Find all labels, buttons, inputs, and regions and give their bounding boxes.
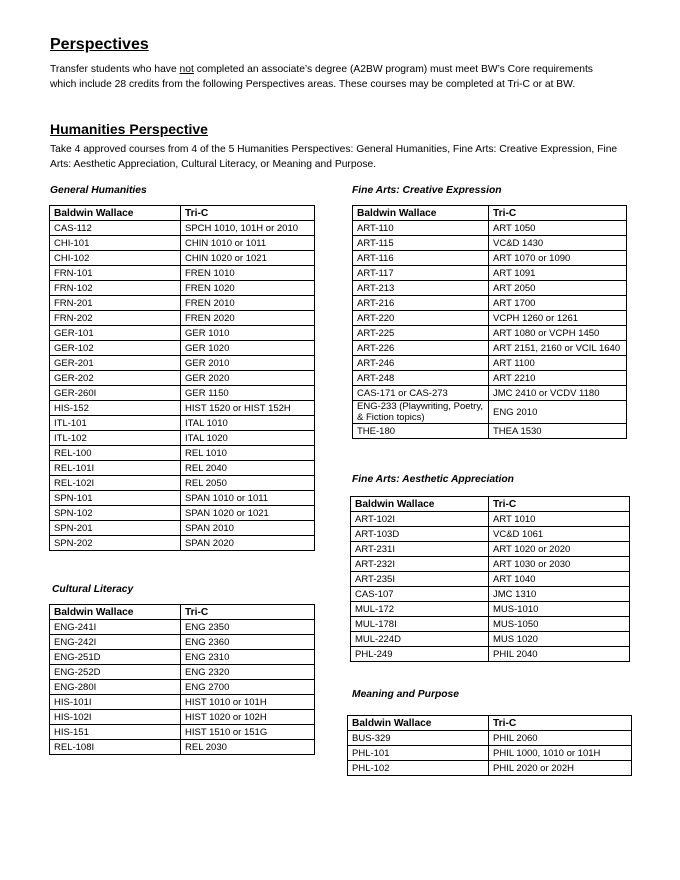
table-row bbox=[50, 635, 315, 650]
bw-course-cell: ENG-251D bbox=[50, 650, 181, 665]
bw-course-cell: MUL-172 bbox=[351, 602, 489, 617]
table-row bbox=[348, 761, 632, 776]
tric-course-cell: VCPH 1260 or 1261 bbox=[489, 311, 627, 326]
table-row bbox=[50, 461, 315, 476]
table-row bbox=[353, 266, 627, 281]
bw-course-cell: CAS-107 bbox=[351, 587, 489, 602]
table-row bbox=[50, 371, 315, 386]
tric-course-cell: ART 2210 bbox=[489, 371, 627, 386]
tric-course-cell: REL 2040 bbox=[181, 461, 315, 476]
bw-course-cell: MUL-178I bbox=[351, 617, 489, 632]
bw-course-cell: GER-101 bbox=[50, 326, 181, 341]
tric-course-cell: SPAN 1010 or 1011 bbox=[181, 491, 315, 506]
bw-course-cell: SPN-101 bbox=[50, 491, 181, 506]
tric-course-cell: CHIN 1020 or 1021 bbox=[181, 251, 315, 266]
intro-emphasis: not bbox=[179, 64, 194, 75]
bw-course-cell: ART-116 bbox=[353, 251, 489, 266]
tric-course-cell: ENG 2700 bbox=[181, 680, 315, 695]
bw-course-cell: ENG-233 (Playwriting, Poetry, & Fiction topics) bbox=[353, 401, 489, 424]
tric-course-cell: CHIN 1010 or 1011 bbox=[181, 236, 315, 251]
table-row bbox=[50, 695, 315, 710]
aesthetic-appreciation-title: Fine Arts: Aesthetic Appreciation bbox=[352, 474, 514, 485]
table-row bbox=[50, 386, 315, 401]
tric-course-cell: PHIL 1000, 1010 or 101H bbox=[489, 746, 632, 761]
tric-course-cell: SPCH 1010, 101H or 2010 bbox=[181, 221, 315, 236]
bw-course-cell: ART-220 bbox=[353, 311, 489, 326]
tric-course-cell: GER 2010 bbox=[181, 356, 315, 371]
table-row bbox=[50, 740, 315, 755]
tric-course-cell: FREN 1020 bbox=[181, 281, 315, 296]
table-row bbox=[50, 416, 315, 431]
tric-course-cell: MUS 1020 bbox=[489, 632, 630, 647]
table-row bbox=[353, 341, 627, 356]
tric-course-cell: JMC 1310 bbox=[489, 587, 630, 602]
bw-course-cell: FRN-201 bbox=[50, 296, 181, 311]
tric-course-cell: ART 1030 or 2030 bbox=[489, 557, 630, 572]
humanities-heading: Humanities Perspective bbox=[50, 121, 208, 137]
table-row bbox=[50, 236, 315, 251]
column-header-bw: Baldwin Wallace bbox=[50, 206, 181, 221]
bw-course-cell: SPN-102 bbox=[50, 506, 181, 521]
column-header-tric: Tri-C bbox=[181, 605, 315, 620]
bw-course-cell: THE-180 bbox=[353, 424, 489, 439]
meaning-purpose-table bbox=[347, 715, 632, 776]
table-row bbox=[50, 536, 315, 551]
tric-course-cell: HIST 1510 or 151G bbox=[181, 725, 315, 740]
bw-course-cell: ART-213 bbox=[353, 281, 489, 296]
table-row bbox=[50, 311, 315, 326]
table-header-row bbox=[50, 206, 315, 221]
page-title: Perspectives bbox=[50, 36, 149, 53]
tric-course-cell: ENG 2320 bbox=[181, 665, 315, 680]
table-row bbox=[50, 341, 315, 356]
tric-course-cell: ART 1040 bbox=[489, 572, 630, 587]
table-row bbox=[50, 266, 315, 281]
table-row bbox=[348, 731, 632, 746]
tric-course-cell: ART 1080 or VCPH 1450 bbox=[489, 326, 627, 341]
table-row bbox=[353, 281, 627, 296]
table-row bbox=[50, 710, 315, 725]
table-row bbox=[50, 251, 315, 266]
tric-course-cell: GER 1020 bbox=[181, 341, 315, 356]
column-header-tric: Tri-C bbox=[181, 206, 315, 221]
bw-course-cell: ART-235I bbox=[351, 572, 489, 587]
table-row bbox=[50, 281, 315, 296]
tric-course-cell: VC&D 1061 bbox=[489, 527, 630, 542]
column-header-tric: Tri-C bbox=[489, 716, 632, 731]
bw-course-cell: HIS-102I bbox=[50, 710, 181, 725]
table-row bbox=[50, 296, 315, 311]
tric-course-cell: ART 1020 or 2020 bbox=[489, 542, 630, 557]
bw-course-cell: ART-102I bbox=[351, 512, 489, 527]
bw-course-cell: ENG-241I bbox=[50, 620, 181, 635]
bw-course-cell: ART-246 bbox=[353, 356, 489, 371]
tric-course-cell: PHIL 2060 bbox=[489, 731, 632, 746]
tric-course-cell: THEA 1530 bbox=[489, 424, 627, 439]
tric-course-cell: PHIL 2020 or 202H bbox=[489, 761, 632, 776]
column-header-tric: Tri-C bbox=[489, 497, 630, 512]
creative-expression-table bbox=[352, 205, 627, 439]
bw-course-cell: ART-117 bbox=[353, 266, 489, 281]
table-header-row bbox=[351, 497, 630, 512]
tric-course-cell: ITAL 1010 bbox=[181, 416, 315, 431]
bw-course-cell: CHI-101 bbox=[50, 236, 181, 251]
meaning-purpose-title: Meaning and Purpose bbox=[352, 689, 459, 700]
table-row bbox=[353, 356, 627, 371]
column-header-tric: Tri-C bbox=[489, 206, 627, 221]
tric-course-cell: HIST 1520 or HIST 152H bbox=[181, 401, 315, 416]
table-row bbox=[351, 647, 630, 662]
tric-course-cell: ENG 2350 bbox=[181, 620, 315, 635]
table-row bbox=[50, 221, 315, 236]
tric-course-cell: MUS-1010 bbox=[489, 602, 630, 617]
bw-course-cell: CAS-171 or CAS-273 bbox=[353, 386, 489, 401]
table-header-row bbox=[348, 716, 632, 731]
table-row bbox=[351, 557, 630, 572]
tric-course-cell: ART 1091 bbox=[489, 266, 627, 281]
table-row bbox=[50, 665, 315, 680]
bw-course-cell: GER-260I bbox=[50, 386, 181, 401]
table-row bbox=[50, 356, 315, 371]
table-row bbox=[50, 401, 315, 416]
tric-course-cell: JMC 2410 or VCDV 1180 bbox=[489, 386, 627, 401]
table-row bbox=[353, 326, 627, 341]
tric-course-cell: ART 1050 bbox=[489, 221, 627, 236]
tric-course-cell: GER 2020 bbox=[181, 371, 315, 386]
table-row bbox=[50, 725, 315, 740]
bw-course-cell: ART-232I bbox=[351, 557, 489, 572]
intro-paragraph bbox=[50, 62, 610, 92]
tric-course-cell: ENG 2360 bbox=[181, 635, 315, 650]
bw-course-cell: PHL-102 bbox=[348, 761, 489, 776]
table-row bbox=[353, 424, 627, 439]
tric-course-cell: ART 1070 or 1090 bbox=[489, 251, 627, 266]
table-row bbox=[50, 506, 315, 521]
column-header-bw: Baldwin Wallace bbox=[351, 497, 489, 512]
bw-course-cell: HIS-101I bbox=[50, 695, 181, 710]
bw-course-cell: ART-226 bbox=[353, 341, 489, 356]
tric-course-cell: SPAN 2020 bbox=[181, 536, 315, 551]
bw-course-cell: ITL-102 bbox=[50, 431, 181, 446]
table-header-row bbox=[50, 605, 315, 620]
table-row bbox=[50, 491, 315, 506]
bw-course-cell: REL-102I bbox=[50, 476, 181, 491]
table-row bbox=[351, 632, 630, 647]
bw-course-cell: FRN-101 bbox=[50, 266, 181, 281]
cultural-literacy-table bbox=[49, 604, 315, 755]
table-row bbox=[50, 431, 315, 446]
tric-course-cell: ITAL 1020 bbox=[181, 431, 315, 446]
bw-course-cell: ENG-280I bbox=[50, 680, 181, 695]
table-row bbox=[50, 620, 315, 635]
table-row bbox=[351, 542, 630, 557]
table-row bbox=[351, 572, 630, 587]
bw-course-cell: ITL-101 bbox=[50, 416, 181, 431]
bw-course-cell: SPN-202 bbox=[50, 536, 181, 551]
bw-course-cell: ART-231I bbox=[351, 542, 489, 557]
table-row bbox=[353, 371, 627, 386]
bw-course-cell: PHL-101 bbox=[348, 746, 489, 761]
tric-course-cell: MUS-1050 bbox=[489, 617, 630, 632]
bw-course-cell: ART-248 bbox=[353, 371, 489, 386]
tric-course-cell: FREN 2010 bbox=[181, 296, 315, 311]
bw-course-cell: ART-216 bbox=[353, 296, 489, 311]
table-row bbox=[353, 251, 627, 266]
table-row bbox=[50, 650, 315, 665]
tric-course-cell: GER 1150 bbox=[181, 386, 315, 401]
humanities-description: Take 4 approved courses from 4 of the 5 Humanities Perspectives: General Humanities, Fine Arts: Creative Expression, Fine Arts: Aesthetic Appreciation, Cultural Literacy, or Meaning and Purpose. bbox=[50, 144, 618, 170]
tric-course-cell: PHIL 2040 bbox=[489, 647, 630, 662]
tric-course-cell: REL 2050 bbox=[181, 476, 315, 491]
intro-text-end: completed an associate’s degree (A2BW program) must meet BW’s Core requirements which include 28 credits from the following Perspectives areas. These courses may be completed at Tri-C or at BW. bbox=[50, 64, 593, 90]
table-row bbox=[351, 587, 630, 602]
table-row bbox=[353, 296, 627, 311]
intro-text-start: Transfer students who have bbox=[50, 64, 180, 75]
tric-course-cell: FREN 2020 bbox=[181, 311, 315, 326]
tric-course-cell: REL 1010 bbox=[181, 446, 315, 461]
tric-course-cell: GER 1010 bbox=[181, 326, 315, 341]
creative-expression-title: Fine Arts: Creative Expression bbox=[352, 185, 502, 196]
table-row bbox=[50, 446, 315, 461]
bw-course-cell: CAS-112 bbox=[50, 221, 181, 236]
aesthetic-appreciation-table bbox=[350, 496, 630, 662]
bw-course-cell: BUS-329 bbox=[348, 731, 489, 746]
table-row bbox=[353, 221, 627, 236]
tric-course-cell: ART 1100 bbox=[489, 356, 627, 371]
bw-course-cell: REL-108I bbox=[50, 740, 181, 755]
tric-course-cell: SPAN 2010 bbox=[181, 521, 315, 536]
general-humanities-table bbox=[49, 205, 315, 551]
bw-course-cell: HIS-152 bbox=[50, 401, 181, 416]
table-row bbox=[351, 602, 630, 617]
bw-course-cell: PHL-249 bbox=[351, 647, 489, 662]
table-row bbox=[353, 401, 627, 424]
table-row bbox=[351, 527, 630, 542]
bw-course-cell: GER-102 bbox=[50, 341, 181, 356]
tric-course-cell: HIST 1010 or 101H bbox=[181, 695, 315, 710]
bw-course-cell: REL-100 bbox=[50, 446, 181, 461]
tric-course-cell: ENG 2010 bbox=[489, 401, 627, 424]
column-header-bw: Baldwin Wallace bbox=[50, 605, 181, 620]
bw-course-cell: ART-115 bbox=[353, 236, 489, 251]
tric-course-cell: ART 2050 bbox=[489, 281, 627, 296]
table-row bbox=[50, 326, 315, 341]
table-row bbox=[50, 521, 315, 536]
bw-course-cell: SPN-201 bbox=[50, 521, 181, 536]
tric-course-cell: SPAN 1020 or 1021 bbox=[181, 506, 315, 521]
column-header-bw: Baldwin Wallace bbox=[348, 716, 489, 731]
table-row bbox=[351, 512, 630, 527]
bw-course-cell: ENG-242I bbox=[50, 635, 181, 650]
tric-course-cell: VC&D 1430 bbox=[489, 236, 627, 251]
tric-course-cell: FREN 1010 bbox=[181, 266, 315, 281]
tric-course-cell: ENG 2310 bbox=[181, 650, 315, 665]
bw-course-cell: ART-110 bbox=[353, 221, 489, 236]
column-header-bw: Baldwin Wallace bbox=[353, 206, 489, 221]
table-row bbox=[348, 746, 632, 761]
bw-course-cell: REL-101I bbox=[50, 461, 181, 476]
table-header-row bbox=[353, 206, 627, 221]
tric-course-cell: ART 1010 bbox=[489, 512, 630, 527]
table-row bbox=[351, 617, 630, 632]
table-row bbox=[50, 476, 315, 491]
bw-course-cell: MUL-224D bbox=[351, 632, 489, 647]
table-row bbox=[353, 236, 627, 251]
bw-course-cell: CHI-102 bbox=[50, 251, 181, 266]
bw-course-cell: ART-225 bbox=[353, 326, 489, 341]
table-row bbox=[353, 311, 627, 326]
tric-course-cell: ART 2151, 2160 or VCIL 1640 bbox=[489, 341, 627, 356]
table-row bbox=[50, 680, 315, 695]
cultural-literacy-title: Cultural Literacy bbox=[52, 584, 134, 595]
tric-course-cell: HIST 1020 or 102H bbox=[181, 710, 315, 725]
general-humanities-title: General Humanities bbox=[50, 185, 147, 196]
table-row bbox=[353, 386, 627, 401]
bw-course-cell: ENG-252D bbox=[50, 665, 181, 680]
bw-course-cell: ART-103D bbox=[351, 527, 489, 542]
bw-course-cell: HIS-151 bbox=[50, 725, 181, 740]
bw-course-cell: GER-202 bbox=[50, 371, 181, 386]
tric-course-cell: REL 2030 bbox=[181, 740, 315, 755]
bw-course-cell: FRN-202 bbox=[50, 311, 181, 326]
tric-course-cell: ART 1700 bbox=[489, 296, 627, 311]
bw-course-cell: FRN-102 bbox=[50, 281, 181, 296]
bw-course-cell: GER-201 bbox=[50, 356, 181, 371]
